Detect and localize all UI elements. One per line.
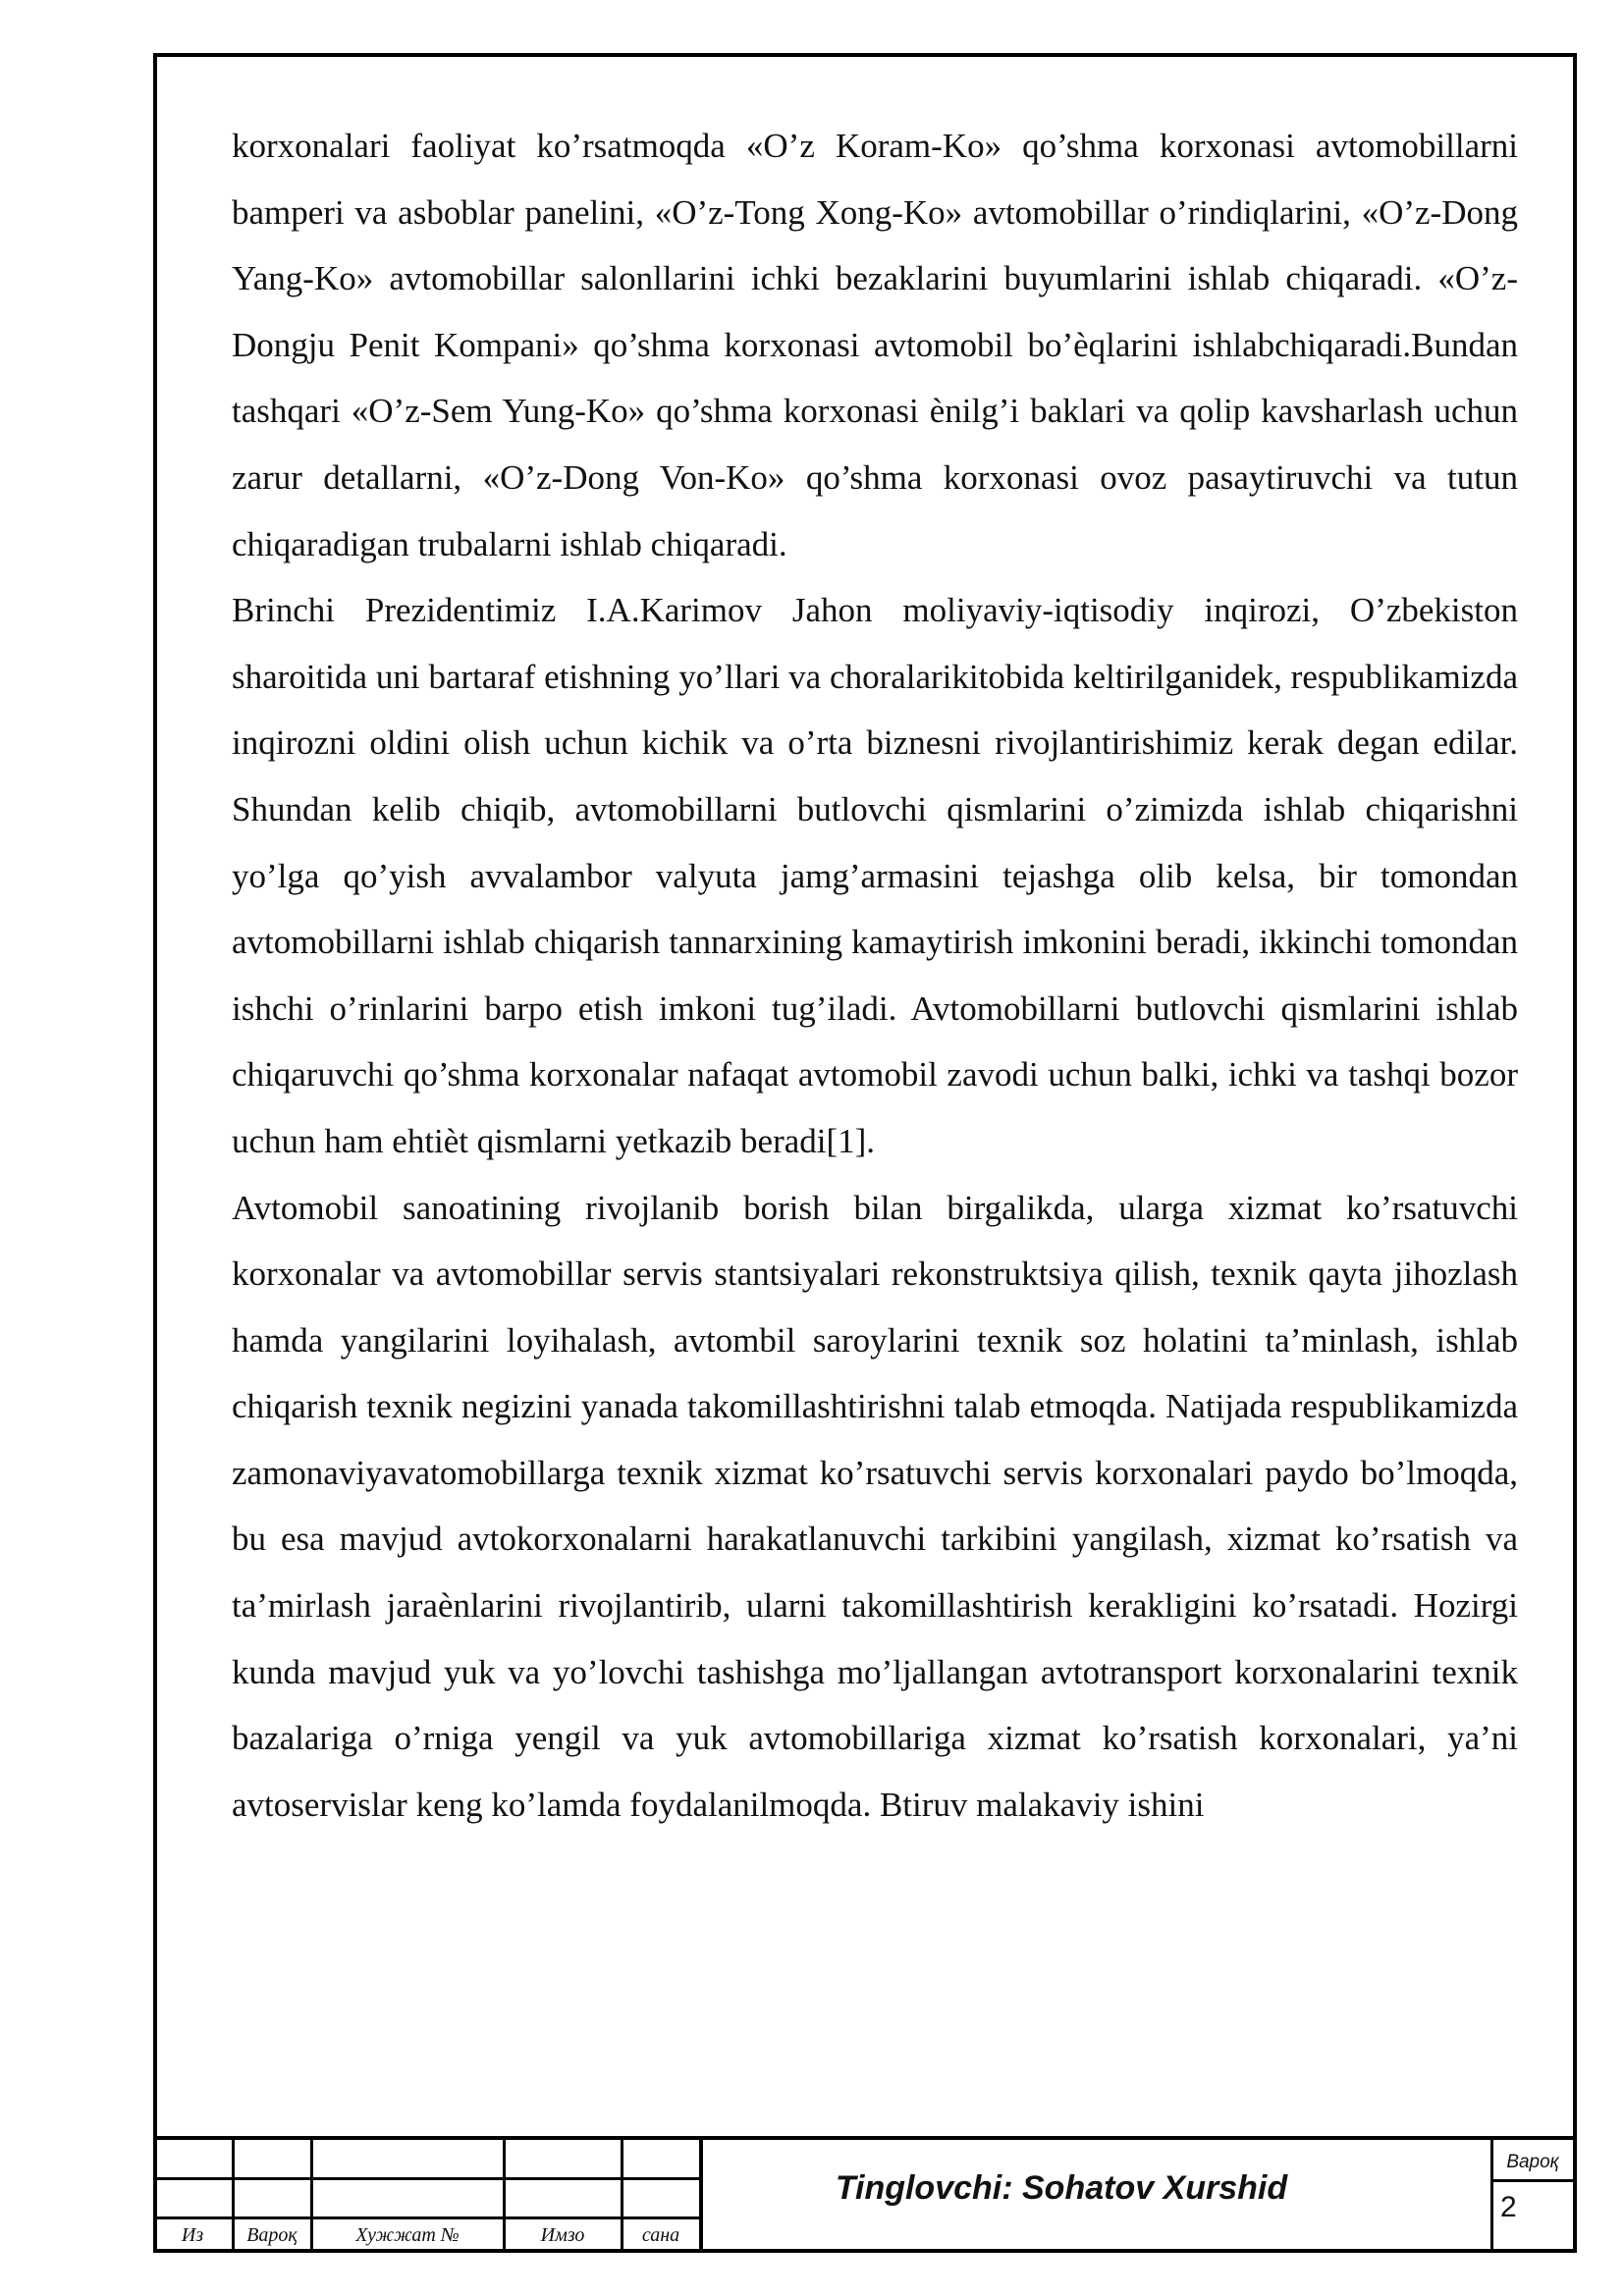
stamp-label-iz: Из [181,2224,204,2246]
stamp-label-date: сана [641,2224,680,2246]
stamp-label-varoq: Вароқ [246,2224,298,2246]
sheet-number: 2 [1500,2191,1517,2223]
paragraph-2: Brinchi Prezidentimiz I.A.Karimov Jahon moliyaviy-iqtisodiy inqirozi, O’zbekiston sharoitida uni bartaraf etishning yo’llari va choralarikitobida keltirilganidek, respublikamizda inqirozni oldini olish uchun kichik va o’rta biznesni rivojlantirishimiz kerak degan edilar. Shundan kelib chiqib, avtomobillarni butlovchi qismlarini o’zimizda ishlab chiqarishni yo’lga qo’yish avvalambor valyuta jamg’armasini tejashga olib kelsa, bir tomondan avtomobillarni ishlab chiqarish tannarxining kamaytirish imkonini beradi, ikkinchi tomondan ishchi o’rinlarini barpo etish imkoni tug’iladi. Avtomobillarni butlovchi qismlarini ishlab chiqaruvchi qo’shma korxonalar nafaqat avtomobil zavodi uchun balki, ichki va tashqi bozor uchun ham ehtièt qismlarni yetkazib beradi[1]. [232,591,1518,1160]
document-body [232,113,1518,1838]
stamp-title: Tinglovchi: Sohatov Xurshid [835,2169,1288,2207]
paragraph-1: korxonalari faoliyat ko’rsatmoqda «O’z Koram-Ko» qo’shma korxonasi avtomobillarni bamperi va asboblar panelini, «O’z-Tong Xong-Ko» avtomobillar o’rindiqlarini, «O’z-Dong Yang-Ko» avtomobillar salonllarini ichki bezaklarini buyumlarini ishlab chiqaradi. «O’z-Dongju Penit Kompani» qo’shma korxonasi avtomobil bo’èqlarini ishlabchiqaradi.Bundan tashqari «O’z-Sem Yung-Ko» qo’shma korxonasi ènilg’i baklari va qolip kavsharlash uchun zarur detallarni, «O’z-Dong Von-Ko» qo’shma korxonasi ovoz pasaytiruvchi va tutun chiqaradigan trubalarni ishlab chiqaradi. [232,127,1518,563]
title-block [153,2136,1577,2253]
stamp-row-line [1490,2179,1573,2182]
stamp-label-document-number: Хужжат № [355,2224,460,2246]
stamp-divider [1490,2140,1493,2253]
stamp-label-signature: Имзо [540,2224,585,2246]
sheet-label: Вароқ [1506,2152,1559,2172]
paragraph-3: Avtomobil sanoatining rivojlanib borish bilan birgalikda, ularga xizmat ko’rsatuvchi korxonalar va avtomobillar servis stantsiyalari rekonstruktsiya qilish, texnik qayta jihozlash hamda yangilarini loyihalash, avtombil saroylarini texnik soz holatini ta’minlash, ishlab chiqarish texnik negizini yanada takomillashtirishni talab etmoqda. Natijada respublikamizda zamonaviyavatomobillarga texnik xizmat ko’rsatuvchi servis korxonalari paydo bo’lmoqda, bu esa mavjud avtokorxonalarni harakatlanuvchi tarkibini yangilash, xizmat ko’rsatish va ta’mirlash jaraènlarini rivojlantirib, ularni takomillashtirish kerakligini ko’rsatadi. Hozirgi kunda mavjud yuk va yo’lovchi tashishga mo’ljallangan avtotransport korxonalarini texnik bazalariga o’rniga yengil va yuk avtomobillariga xizmat ko’rsatish korxonalari, ya’ni avtoservislar keng ko’lamda foydalanilmoqda. Btiruv malakaviy ishini [232,1188,1518,1824]
stamp-row-line [153,2216,701,2219]
stamp-row-line [153,2177,701,2180]
